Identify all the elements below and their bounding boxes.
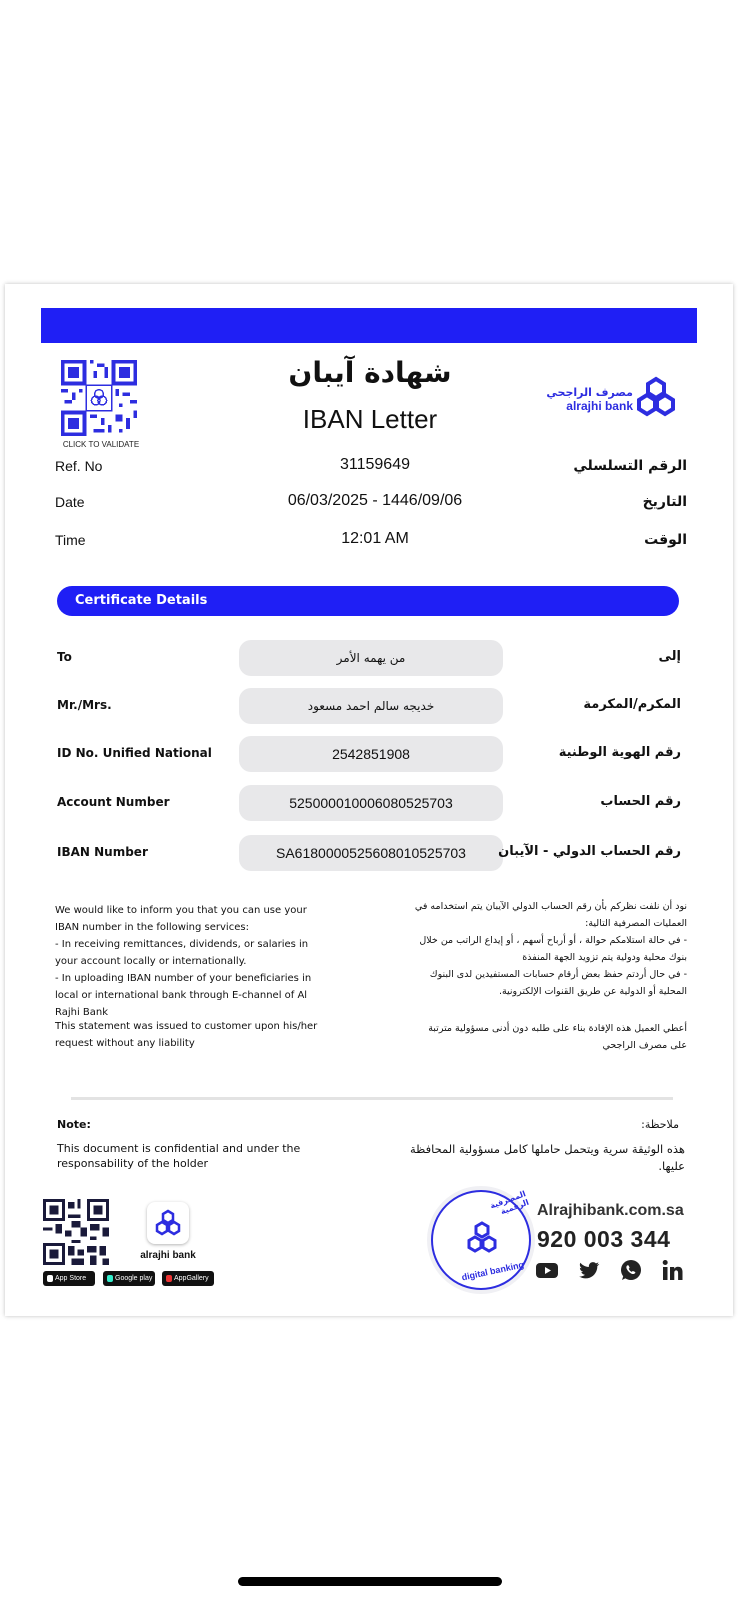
website-link[interactable]: Alrajhibank.com.sa bbox=[537, 1202, 684, 1219]
youtube-icon[interactable] bbox=[535, 1258, 559, 1282]
account-label-ar: رقم الحساب bbox=[600, 794, 681, 809]
id-row bbox=[57, 736, 681, 772]
body-english bbox=[55, 902, 321, 1021]
app-name: alrajhi bank bbox=[140, 1250, 196, 1261]
name-label-ar: المكرم/المكرمة bbox=[583, 697, 681, 712]
note-label-en: Note: bbox=[57, 1118, 91, 1131]
section-divider bbox=[71, 1097, 673, 1100]
alrajhi-logo-icon bbox=[633, 376, 679, 422]
body-en-item1: - In receiving remittances, dividends, or salaries in your account locally or internationally. bbox=[55, 939, 309, 967]
whatsapp-icon[interactable] bbox=[619, 1258, 643, 1282]
alrajhi-app-icon[interactable] bbox=[147, 1202, 189, 1244]
certificate-details-header: Certificate Details bbox=[57, 586, 679, 616]
ref-value: 31159649 bbox=[340, 456, 410, 473]
time-row bbox=[55, 532, 687, 556]
to-row bbox=[57, 640, 681, 676]
name-row bbox=[57, 688, 681, 724]
time-label-en: Time bbox=[55, 532, 86, 548]
validate-qr-code[interactable] bbox=[61, 360, 137, 436]
linkedin-icon[interactable] bbox=[661, 1258, 685, 1282]
body-ar-item2: - في حال أردتم حفظ بعض أرقام حسابات المستفيدين لدى البنوك المحلية أو الدولية عن طريق القنوات الإلكترونية. bbox=[429, 969, 687, 997]
iban-label-ar: رقم الحساب الدولي - الآيبان bbox=[498, 844, 681, 859]
iban-value: SA6180000525608010525703 bbox=[239, 835, 503, 871]
body-ar-item1: - في حالة استلامكم حوالة ، أو أرباح أسهم ، أو إيداع الراتب من خلال بنوك محلية ودولية يتم تزويد الجهة المنفذة bbox=[419, 935, 687, 963]
app-download-qr-code[interactable] bbox=[43, 1199, 109, 1265]
note-text-ar: هذه الوثيقة سرية ويتحمل حاملها كامل مسؤولية المحافظة عليها. bbox=[409, 1142, 685, 1173]
ref-label-ar: الرقم التسلسلي bbox=[573, 458, 687, 474]
bank-logo-text bbox=[545, 386, 633, 413]
date-row bbox=[55, 494, 687, 518]
to-label-ar: إلى bbox=[658, 649, 681, 664]
app-store-badge[interactable]: App Store bbox=[43, 1271, 95, 1286]
body-en-intro: We would like to inform you that you can use your IBAN number in the following services: bbox=[55, 905, 307, 933]
account-label-en: Account Number bbox=[57, 795, 170, 809]
time-label-ar: الوقت bbox=[644, 532, 687, 548]
title-arabic: شهادة آيبان bbox=[288, 356, 452, 389]
note-text-en: This document is confidential and under the responsability of the holder bbox=[57, 1142, 301, 1170]
time-value: 12:01 AM bbox=[341, 530, 409, 547]
top-accent-bar bbox=[41, 308, 697, 343]
iban-label-en: IBAN Number bbox=[57, 845, 148, 859]
date-value: 06/03/2025 - 1446/09/06 bbox=[287, 492, 463, 509]
qr-caption: CLICK TO VALIDATE bbox=[62, 440, 140, 449]
to-label-en: To bbox=[57, 650, 72, 664]
name-label-en: Mr./Mrs. bbox=[57, 698, 112, 712]
appgallery-badge[interactable]: AppGallery bbox=[162, 1271, 214, 1286]
ref-row bbox=[55, 458, 687, 482]
name-value: خديجه سالم احمد مسعود bbox=[239, 688, 503, 724]
id-label-ar: رقم الهوية الوطنية bbox=[558, 745, 681, 760]
statement-english: This statement was issued to customer upon his/her request without any liability bbox=[55, 1021, 318, 1049]
note-label-ar: ملاحظة: bbox=[641, 1118, 679, 1131]
account-value: 525000010006080525703 bbox=[239, 785, 503, 821]
digital-banking-seal bbox=[431, 1190, 531, 1290]
twitter-icon[interactable] bbox=[577, 1258, 601, 1282]
home-indicator[interactable] bbox=[238, 1577, 502, 1586]
phone-number[interactable]: 920 003 344 bbox=[537, 1226, 671, 1252]
body-ar-intro: نود أن نلفت نظركم بأن رقم الحساب الدولي الآيبان يتم استخدامه في العمليات المصرفية التالية: bbox=[414, 901, 687, 929]
body-arabic bbox=[411, 898, 687, 1000]
date-label-ar: التاريخ bbox=[642, 494, 687, 510]
account-row bbox=[57, 785, 681, 821]
bank-name-english: alrajhi bank bbox=[566, 399, 633, 413]
title-english: IBAN Letter bbox=[302, 404, 438, 434]
seal-logo-icon bbox=[463, 1220, 501, 1258]
to-value: من يهمه الأمر bbox=[239, 640, 503, 676]
date-label-en: Date bbox=[55, 494, 85, 510]
iban-letter-card bbox=[5, 284, 733, 1316]
seal-english-text: digital banking bbox=[460, 1259, 525, 1283]
iban-row bbox=[57, 835, 681, 871]
body-en-item2: - In uploading IBAN number of your beneficiaries in local or international bank through E-channel of Al Rajhi Bank bbox=[55, 973, 312, 1018]
id-label-en: ID No. Unified National bbox=[57, 746, 212, 760]
id-value: 2542851908 bbox=[239, 736, 503, 772]
ref-label-en: Ref. No bbox=[55, 458, 103, 474]
google-play-badge[interactable]: Google play bbox=[103, 1271, 155, 1286]
seal-arabic-text: المصرفية الرقمية bbox=[488, 1189, 531, 1217]
statement-arabic: أعطي العميل هذه الإفادة بناء على طلبه دون أدنى مسؤولية مترتبة على مصرف الراجحي bbox=[428, 1023, 687, 1051]
bank-name-arabic: مصرف الراجحي bbox=[546, 386, 633, 399]
